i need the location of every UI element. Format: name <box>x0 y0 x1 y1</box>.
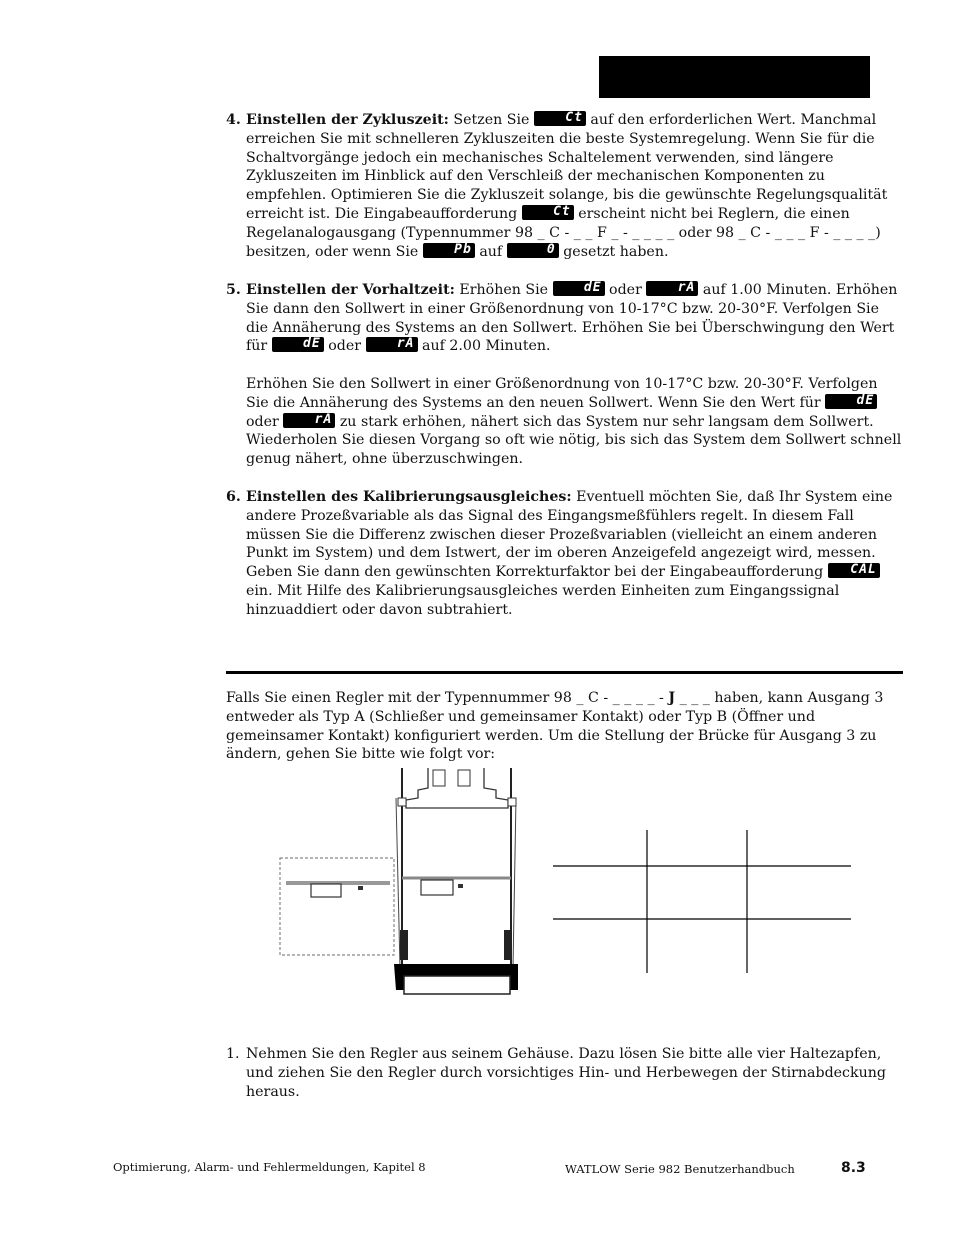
section-rate-time <box>226 281 904 469</box>
lcd-text: rA <box>314 411 333 427</box>
lcd-display-cal <box>828 563 880 578</box>
footer-manual-title: WATLOW Serie 982 Benutzerhandbuch <box>565 1162 795 1176</box>
text-run: auf <box>474 243 507 260</box>
lcd-display-ct <box>522 205 574 220</box>
lcd-display-ct <box>534 111 586 126</box>
section-divider <box>226 671 903 674</box>
text-run: oder <box>604 282 647 298</box>
section-cycle-time <box>226 111 904 261</box>
text-run: Eventuell möchten Sie, daß Ihr System eine andere Prozeßvariable als das Signal des Eingangsmeßfühlers regelt. In diesem Fall müssen Sie die Differenz zwischen dieser Prozeßvariablen (vielleicht an einem anderen Punkt im System) und dem Istwert, der im oberen Anzeigefeld angezeigt wird, messen. Geben Sie dann den gewünschten Korrekturfaktor bei der Eingabeaufforderung <box>246 489 893 581</box>
text-run: auf 1.00 Minuten. Erhöhen Sie dann den Sollwert in einer Größenordnung von 10-17°C bzw. 20-30°F. Verfolgen Sie die Annäherung des Systems an den Sollwert. Erhöhen Sie bei Überschwingung den Wert für <box>246 282 898 355</box>
header-tab-bar <box>599 56 870 98</box>
text-run: zu stark erhöhen, nähert sich das System nur sehr langsam dem Sollwert. Wiederholen Sie diesen Vorgang so oft wie nötig, bis sich das System dem Sollwert schnell genug nähert, ohne überzuschwingen. <box>246 413 902 468</box>
text-run: Erhöhen Sie den Sollwert in einer Größenordnung von 10-17°C bzw. 20-30°F. Verfolgen Sie die Annäherung des Systems an den neuen Sollwert. Wenn Sie den Wert für <box>246 375 878 411</box>
section-heading: Einstellen der Zykluszeit: <box>246 112 449 128</box>
text-run: erscheint nicht bei Reglern, die einen Regelanalogausgang (Typennummer 98 _ C - _ _ F _ - _ _ _ _ oder 98 _ C - _ _ _ F - _ _ _ _) besitzen, oder wenn Sie <box>246 205 881 260</box>
section-body-paragraph-2 <box>246 375 904 469</box>
lcd-text: dE <box>856 392 875 408</box>
text-run: oder <box>246 413 284 430</box>
lcd-text: Ct <box>553 203 571 219</box>
jumper-detail <box>311 884 341 897</box>
step-number: 1. <box>226 1046 240 1062</box>
lcd-display-ra <box>646 281 698 296</box>
text-run: Erhöhen Sie <box>454 282 553 298</box>
lcd-display-de <box>272 337 324 352</box>
text-run-bold: J <box>668 690 676 706</box>
section-heading: Einstellen des Kalibrierungsausgleiches: <box>246 489 572 505</box>
lcd-text: dE <box>303 336 321 352</box>
text-run: auf den erforderlichen Wert. Manchmal erreichen Sie mit schnelleren Zykluszeiten die beste Systemregelung. Wenn Sie für die Schaltvorgänge jedoch ein mechanisches Schaltelement verwenden, sind längere Zykluszeiten im Hinblick auf den Verschleiß der mechanischen Komponenten zu empfehlen. Optimieren Sie die Zykluszeit solange, bis die gewünschte Regelungsqualität erreicht ist. Die Eingabeaufforderung <box>246 112 888 222</box>
page-number: 8.3 <box>841 1160 866 1176</box>
jumper-table-grid <box>553 830 853 975</box>
text-run: auf 2.00 Minuten. <box>417 338 551 355</box>
text-run: ein. Mit Hilfe des Kalibrierungsausgleiches werden Einheiten zum Eingangssignal hinzuaddiert oder davon subtrahiert. <box>246 582 840 618</box>
lcd-display-de <box>825 394 877 409</box>
lcd-display-de <box>553 281 605 296</box>
footer-chapter: Optimierung, Alarm- und Fehlermeldungen, Kapitel 8 <box>113 1160 426 1174</box>
lcd-display-ra <box>283 413 335 428</box>
section-body <box>246 111 904 261</box>
step-1 <box>226 1045 904 1101</box>
controller-jumper-illustration <box>278 768 523 998</box>
lcd-text: dE <box>583 280 602 295</box>
lcd-text: 0 <box>546 241 556 257</box>
section-calibration-offset <box>226 488 904 620</box>
jumper-on-board <box>421 880 453 895</box>
section-body <box>246 281 904 356</box>
lcd-text: CAL <box>850 562 877 578</box>
detail-dashed-box <box>280 858 394 955</box>
section-heading: Einstellen der Vorhaltzeit: <box>246 282 455 298</box>
section-number: 6. <box>226 489 241 505</box>
lcd-display-zero <box>507 243 559 258</box>
step-text: Nehmen Sie den Regler aus seinem Gehäuse. Dazu lösen Sie bitte alle vier Haltezapfen, und ziehen Sie den Regler durch vorsichtiges Hin- und Herbewegen der Stirnabdeckung heraus. <box>246 1046 886 1100</box>
lcd-text: rA <box>396 336 415 352</box>
section-number: 4. <box>226 112 241 128</box>
text-run: oder <box>323 338 366 355</box>
text-run: Falls Sie einen Regler mit der Typennummer 98 _ C - _ _ _ _ - <box>226 690 669 706</box>
lcd-display-pb <box>423 243 475 258</box>
lcd-text: rA <box>677 280 696 295</box>
text-run: _ _ _ haben, kann Ausgang 3 entweder als Typ A (Schließer und gemeinsamer Kontakt) oder Typ B (Öffner und gemeinsamer Kontakt) konfiguriert werden. Um die Stellung der Brücke für Ausgang 3 zu ändern, gehen Sie bitte wie folgt vor: <box>226 690 884 763</box>
text-run: gesetzt haben. <box>558 243 669 260</box>
lcd-display-ra <box>366 337 418 352</box>
text-run: Setzen Sie <box>448 112 534 128</box>
section-number: 5. <box>226 282 241 298</box>
jumper-intro-paragraph <box>226 689 904 764</box>
lcd-text: Ct <box>565 110 583 125</box>
section-body <box>246 488 904 620</box>
lcd-text: Pb <box>454 241 472 257</box>
